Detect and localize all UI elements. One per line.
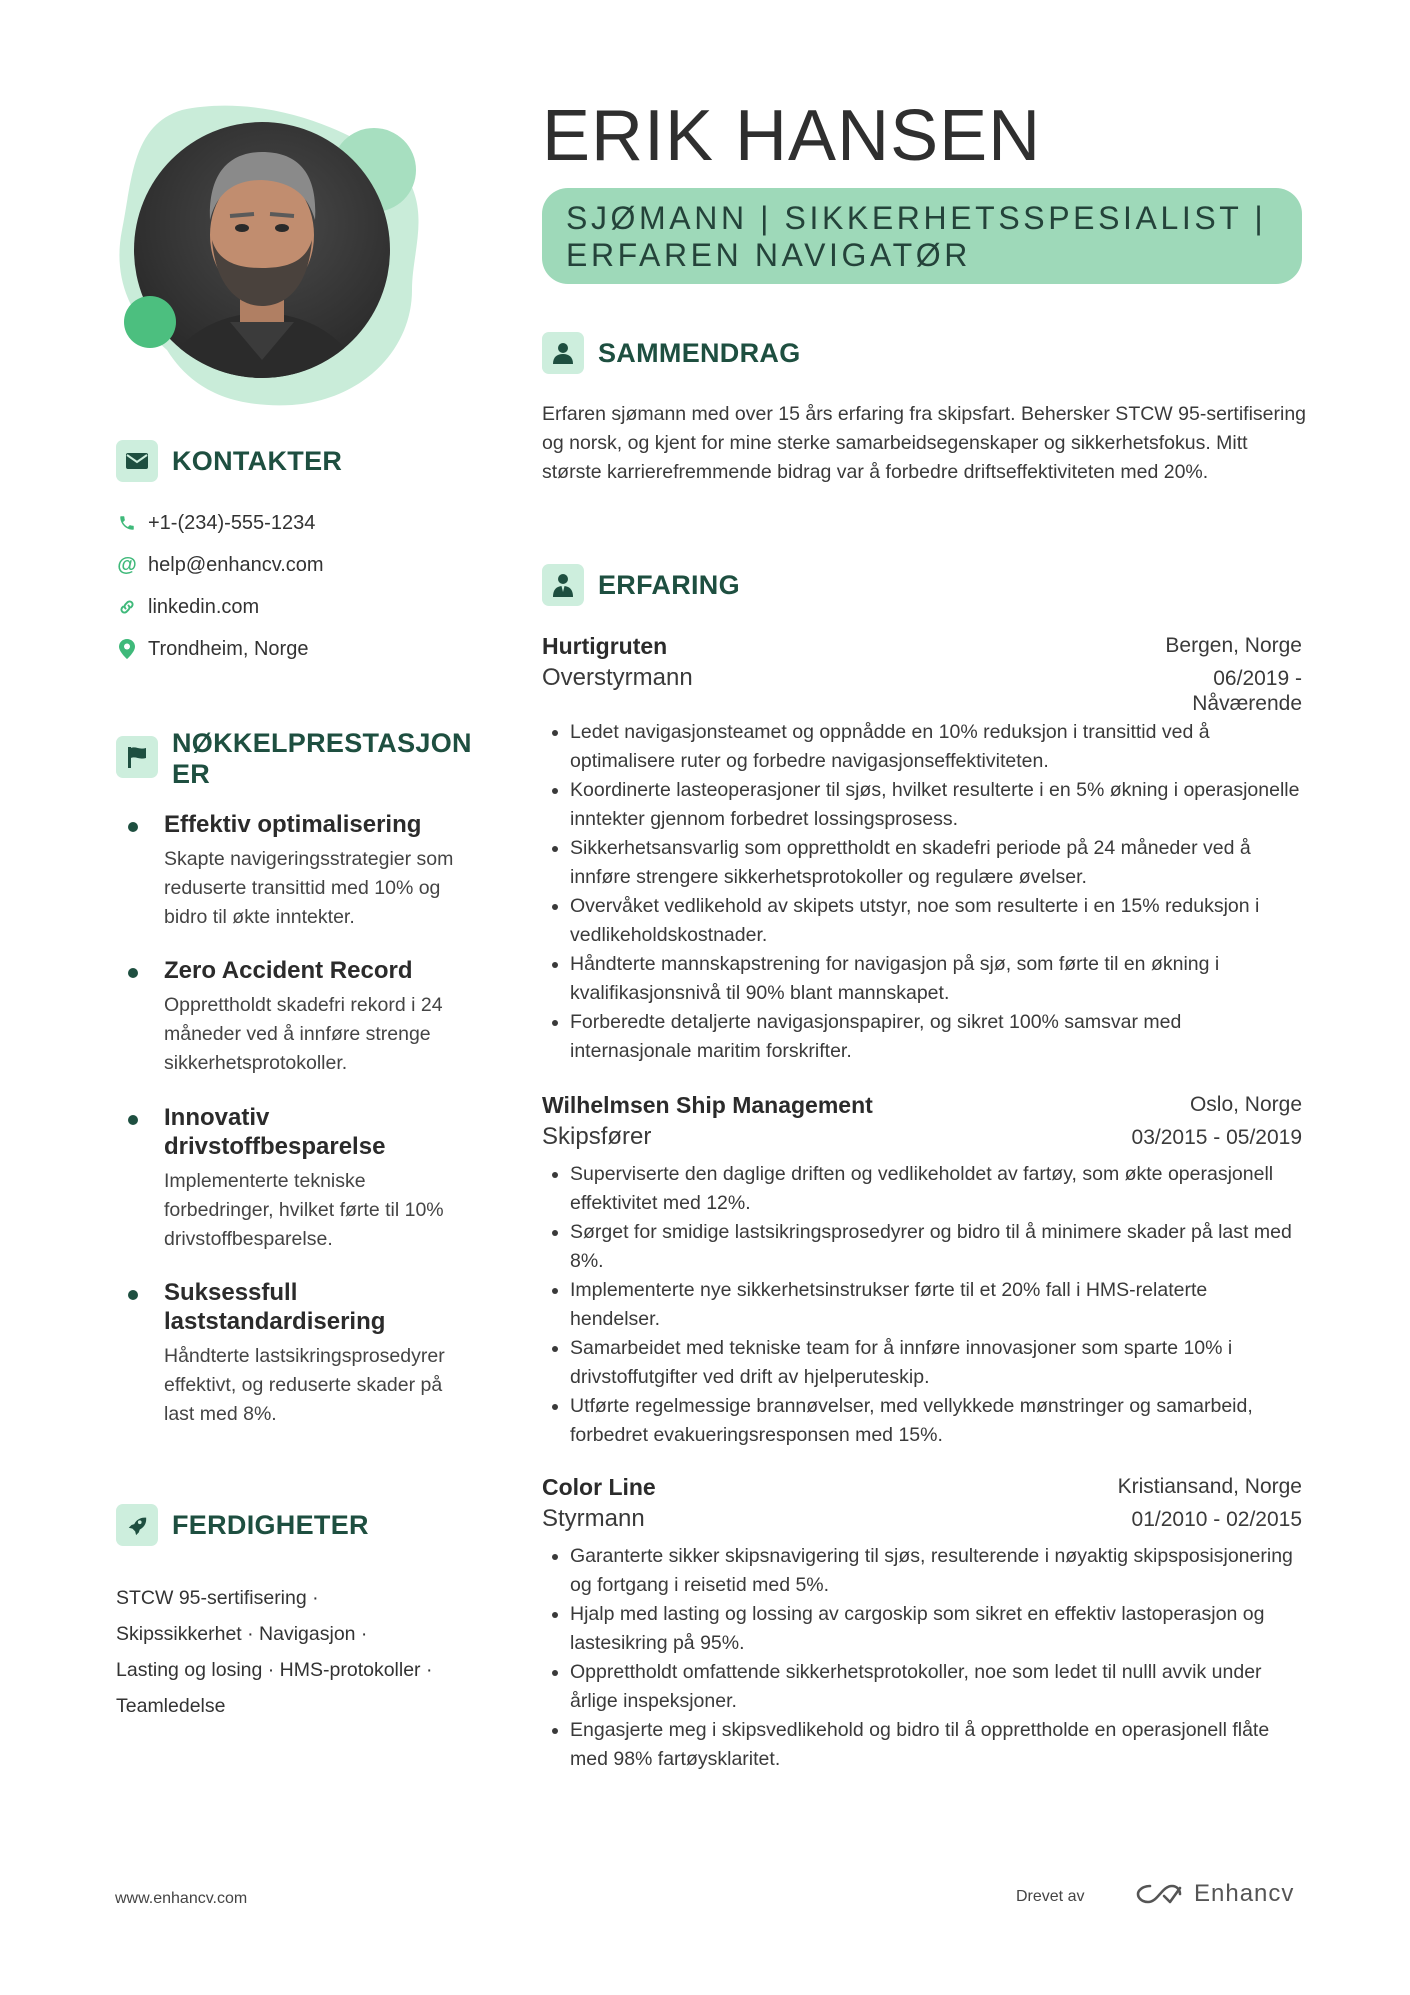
- footer-powered-by: Drevet av: [1016, 1888, 1085, 1905]
- skills-heading: [116, 1504, 369, 1546]
- footer-url-link[interactable]: www.enhancv.com: [115, 1890, 248, 1907]
- job-role: Overstyrmann: [542, 664, 693, 691]
- skills-line: Lasting og losing · HMS-protokoller ·: [116, 1659, 433, 1681]
- link-icon: [116, 596, 138, 618]
- job-dates: 01/2010 - 02/2015: [1131, 1508, 1302, 1531]
- job-bullet: Ledet navigasjonsteamet og oppnådde en 10% reduksjon i transittid ved å optimalisere ruter og forbedre navigasjonseffektiviteten.: [570, 718, 1302, 776]
- job-bullet: Utførte regelmessige brannøvelser, med vellykkede mønstringer og samarbeid, forbedret evakueringsresponsen med 15%.: [570, 1392, 1302, 1450]
- profile-photo: [112, 100, 432, 410]
- job-bullet: Sørget for smidige lastsikringsprosedyrer og bidro til å minimere skader på last med 8%.: [570, 1218, 1302, 1276]
- summary-text: Erfaren sjømann med over 15 års erfaring fra skipsfart. Behersker STCW 95-sertifisering og norsk, og kjent for mine sterke samarbeidsegenskaper og sikkerhetsfokus. Mitt største karrierefremmende bidrag var å forbedre driftseffektiviteten med 20%.: [542, 403, 1307, 483]
- job-role: Skipsfører: [542, 1123, 652, 1150]
- job-bullet: Opprettholdt omfattende sikkerhetsprotokoller, noe som ledet til nulll avvik under årlige inspeksjoner.: [570, 1658, 1302, 1716]
- flag-icon: [116, 736, 158, 778]
- job-company: Hurtigruten: [542, 633, 668, 659]
- envelope-icon: [116, 440, 158, 482]
- contact-list: [116, 502, 496, 670]
- job-bullet: Engasjerte meg i skipsvedlikehold og bidro til å opprettholde en operasjonell flåte med 98% fartøysklaritet.: [570, 1716, 1302, 1774]
- job-dates: 06/2019 - Nåværende: [1192, 667, 1302, 715]
- job-bullet: Koordinerte lasteoperasjoner til sjøs, hvilket resulterte i en 5% økning i operasjonelle inntekter gjennom forbedret lossingsprosess.: [570, 776, 1302, 834]
- achievement-title: Innovativ drivstoffbesparelse: [164, 1104, 386, 1160]
- achievement-desc: Implementerte tekniske forbedringer, hvilket førte til 10% drivstoffbesparelse.: [164, 1170, 444, 1250]
- achievement-title: Suksessfull laststandardisering: [164, 1279, 386, 1335]
- achievement-desc: Håndterte lastsikringsprosedyrer effektivt, og reduserte skader på last med 8%.: [164, 1345, 445, 1425]
- achievement-item: [128, 1103, 458, 1254]
- contact-linkedin-text: linkedin.com: [148, 595, 260, 618]
- phone-icon: [116, 512, 138, 534]
- experience-heading: [542, 564, 740, 606]
- achievement-title: Effektiv optimalisering: [164, 811, 422, 838]
- job-bullet: Overvåket vedlikehold av skipets utstyr, noe som resulterte i en 15% reduksjon i vedlikeholdskostnader.: [570, 892, 1302, 950]
- headline-text: SJØMANN | SIKKERHETSSPESIALIST | ERFAREN NAVIGATØR: [566, 200, 1267, 273]
- job-location: Bergen, Norge: [1165, 634, 1302, 657]
- contact-phone[interactable]: [116, 502, 496, 544]
- contact-email[interactable]: [116, 544, 496, 586]
- job-company: Color Line: [542, 1474, 656, 1500]
- summary-heading: [542, 332, 801, 374]
- job-entry: [542, 631, 1302, 1066]
- job-bullet: Sikkerhetsansvarlig som opprettholdt en skadefri periode på 24 måneder ved å innføre strengere sikkerhetsprotokoller og regulære øvelser.: [570, 834, 1302, 892]
- contact-location: [116, 628, 496, 670]
- bullet-dot: [128, 822, 138, 832]
- job-bullets: [542, 1160, 1302, 1450]
- at-icon: @: [117, 553, 137, 576]
- achievement-desc: Opprettholdt skadefri rekord i 24 måneder ved å innføre strenge sikkerhetsprotokoller.: [164, 994, 443, 1074]
- job-entry: [542, 1090, 1302, 1450]
- achievement-desc: Skapte navigeringsstrategier som reduserte transittid med 10% og bidro til økte inntekter.: [164, 848, 454, 928]
- achievements-title: NØKKELPRESTASJONER: [172, 728, 472, 789]
- enhancv-logo[interactable]: [1136, 1880, 1294, 1908]
- enhancv-logo-icon: [1136, 1882, 1182, 1906]
- job-bullet: Garanterte sikker skipsnavigering til sjøs, resulterende i nøyaktig skipsposisjonering og fortgang i reisetid med 5%.: [570, 1542, 1302, 1600]
- achievement-title: Zero Accident Record: [164, 957, 413, 984]
- bullet-dot: [128, 1115, 138, 1125]
- skills-line: STCW 95-sertifisering ·: [116, 1587, 319, 1609]
- enhancv-logo-text: Enhancv: [1194, 1880, 1295, 1907]
- job-role: Styrmann: [542, 1505, 645, 1532]
- job-bullet: Hjalp med lasting og lossing av cargoskip som sikret en effektiv lastoperasjon og lastesikring på 95%.: [570, 1600, 1302, 1658]
- job-dates: 03/2015 - 05/2019: [1131, 1126, 1302, 1149]
- candidate-name: ERIK HANSEN: [542, 96, 1042, 176]
- job-bullets: [542, 718, 1302, 1066]
- contacts-title: KONTAKTER: [172, 445, 343, 476]
- job-bullet: Implementerte nye sikkerhetsinstrukser førte til et 20% fall i HMS-relaterte hendelser.: [570, 1276, 1302, 1334]
- user-icon: [542, 332, 584, 374]
- achievement-item: [128, 1278, 458, 1429]
- job-company: Wilhelmsen Ship Management: [542, 1092, 873, 1118]
- job-bullets: [542, 1542, 1302, 1774]
- experience-title: ERFARING: [598, 569, 740, 600]
- contact-linkedin[interactable]: [116, 586, 496, 628]
- skills-list: [116, 1580, 476, 1724]
- job-bullet: Forberedte detaljerte navigasjonspapirer, og sikret 100% samsvar med internasjonale maritim forskrifter.: [570, 1008, 1302, 1066]
- job-location: Kristiansand, Norge: [1117, 1475, 1302, 1498]
- job-entry: [542, 1472, 1302, 1774]
- rocket-icon: [116, 1504, 158, 1546]
- location-pin-icon: [116, 638, 138, 660]
- skills-line: Skipssikkerhet · Navigasjon ·: [116, 1623, 368, 1645]
- bullet-dot: [128, 968, 138, 978]
- job-location: Oslo, Norge: [1189, 1093, 1302, 1116]
- photo-blob-decoration: [112, 100, 432, 410]
- contacts-heading: [116, 440, 342, 482]
- contact-location-text: Trondheim, Norge: [148, 637, 309, 660]
- achievements-heading: [116, 728, 472, 790]
- job-bullet: Håndterte mannskapstrening for navigasjon på sjø, som førte til en økning i kvalifikasjonsnivå til 90% blant mannskapet.: [570, 950, 1302, 1008]
- job-bullet: Superviserte den daglige driften og vedlikeholdet av fartøy, som økte operasjonell effektivitet med 12%.: [570, 1160, 1302, 1218]
- achievement-item: [128, 810, 488, 932]
- summary-title: SAMMENDRAG: [598, 337, 801, 368]
- headline-banner: [542, 188, 1302, 284]
- achievement-item: [128, 956, 488, 1078]
- skills-line: Teamledelse: [116, 1695, 226, 1717]
- contact-phone-text: +1-(234)-555-1234: [148, 511, 316, 534]
- contact-email-text: help@enhancv.com: [148, 553, 324, 576]
- skills-title: FERDIGHETER: [172, 1509, 369, 1540]
- bullet-dot: [128, 1290, 138, 1300]
- job-bullet: Samarbeidet med tekniske team for å innføre innovasjoner som sparte 10% i drivstoffutgifter ved drift av hjelperuteskip.: [570, 1334, 1302, 1392]
- briefcase-user-icon: [542, 564, 584, 606]
